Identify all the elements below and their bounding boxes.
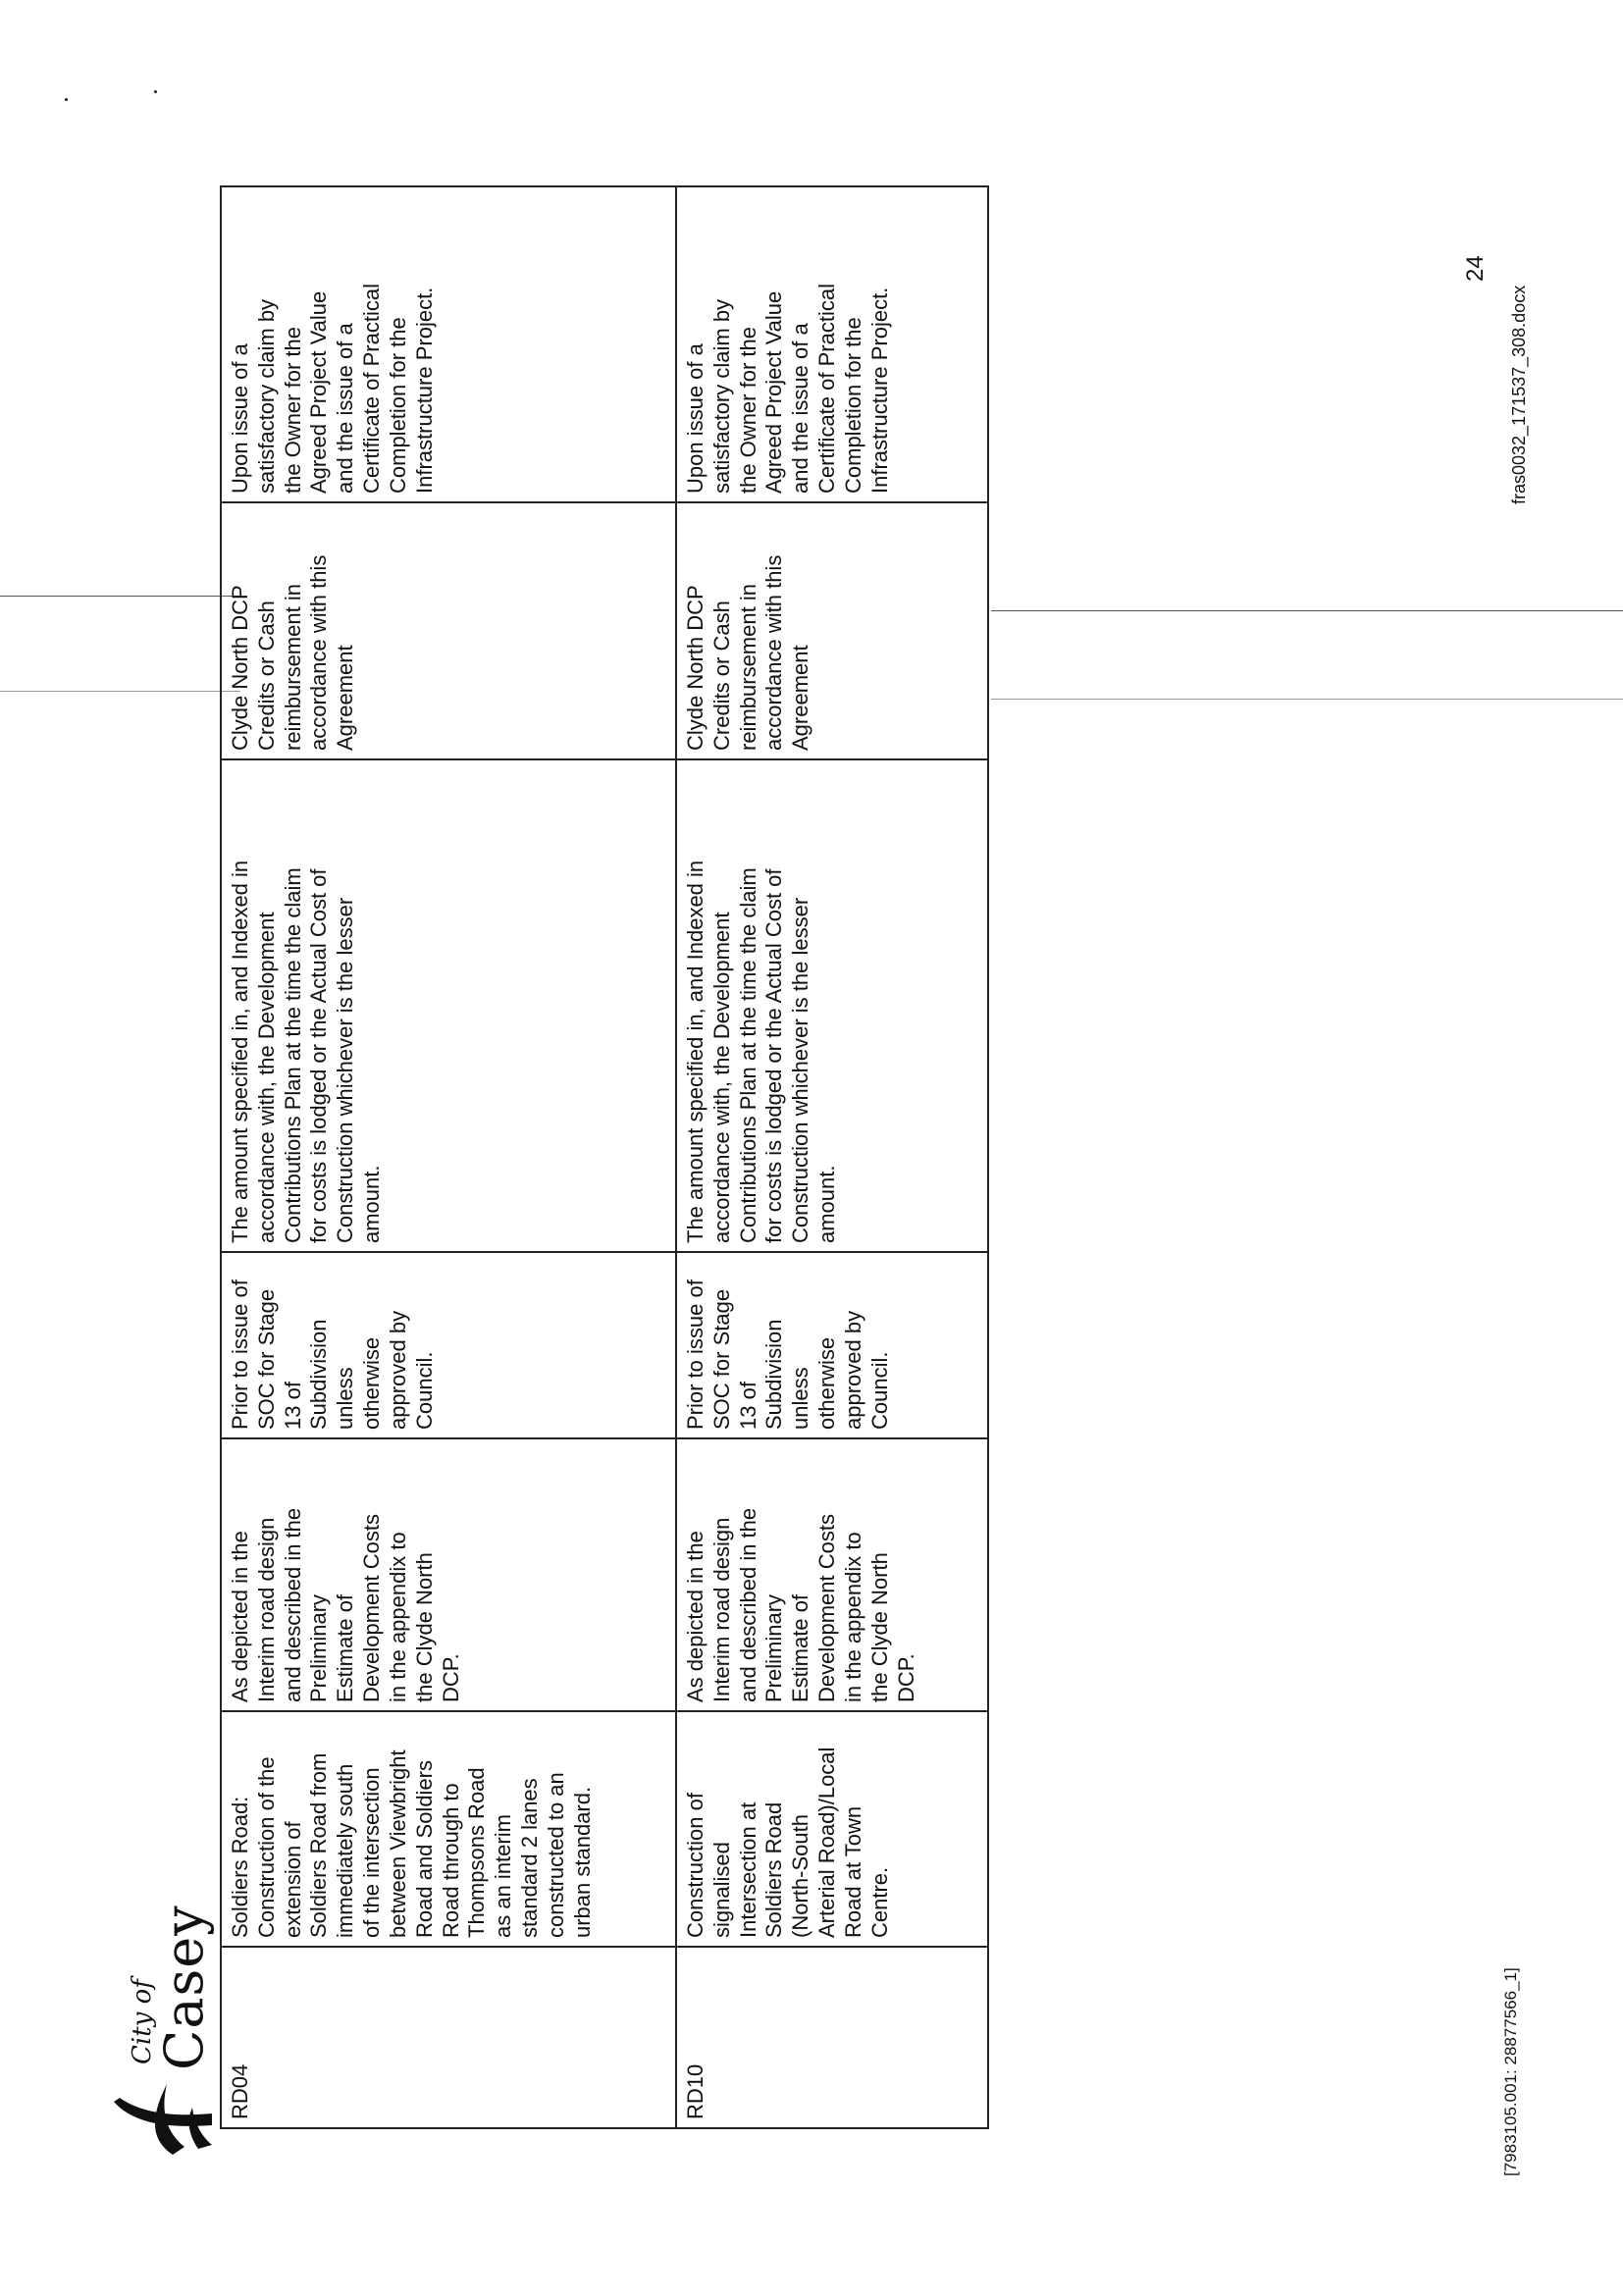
timing-cell: Prior to issue of SOC for Stage 13 of Subdivision unless otherwise approved by Council.	[676, 1252, 988, 1438]
description-cell: As depicted in the Interim road design and described in the Preliminary Estimate of Development Costs in the appendix to the Clyde North DCP.	[676, 1438, 988, 1711]
project-id-cell: RD04	[221, 1947, 676, 2128]
logo-casey-text: Casey	[153, 1905, 215, 2070]
city-of-casey-logo	[110, 1864, 218, 2159]
file-reference: fras0032_171537_308.docx	[1509, 285, 1529, 504]
page-number: 24	[1462, 255, 1489, 282]
logo-city-of-text: City of	[128, 1979, 157, 2064]
project-id-cell: RD10	[676, 1947, 988, 2128]
payment-cell: Upon issue of a satisfactory claim by the Owner for the Agreed Project Value and the issue of a Certificate of Practical Completion for the Infrastructure Project.	[221, 186, 676, 502]
value-cell: The amount specified in, and Indexed in accordance with, the Development Contributions Plan at the time the claim for costs is lodged or the Actual Cost of Construction whichever is the lesser amount.	[676, 759, 988, 1252]
table-row	[676, 186, 988, 2128]
document-reference: [7983105.001: 28877566_1]	[1501, 1967, 1520, 2176]
project-cell: Construction of signalised Intersection at Soldiers Road (North-South Arterial Road)/Local Road at Town Centre.	[676, 1711, 988, 1947]
timing-cell: Prior to issue of SOC for Stage 13 of Subdivision unless otherwise approved by Council.	[221, 1252, 676, 1438]
description-cell: As depicted in the Interim road design and described in the Preliminary Estimate of Development Costs in the appendix to the Clyde North DCP.	[221, 1438, 676, 1711]
method-cell: Clyde North DCP Credits or Cash reimbursement in accordance with this Agreement	[221, 502, 676, 759]
value-cell: The amount specified in, and Indexed in accordance with, the Development Contributions Plan at the time the claim for costs is lodged or the Actual Cost of Construction whichever is the lesser amount.	[221, 759, 676, 1252]
method-cell: Clyde North DCP Credits or Cash reimbursement in accordance with this Agreement	[676, 502, 988, 759]
project-cell: Soldiers Road: Construction of the extension of Soldiers Road from immediately south of the intersection between Viewbright Road and Soldiers Road through to Thompsons Road as an interim standard 2 lanes constructed to an urban standard.	[221, 1711, 676, 1947]
logo-swoosh-icon	[110, 2080, 218, 2159]
infrastructure-table	[220, 185, 989, 2129]
payment-cell: Upon issue of a satisfactory claim by the Owner for the Agreed Project Value and the issue of a Certificate of Practical Completion for the Infrastructure Project.	[676, 186, 988, 502]
table-row	[221, 186, 676, 2128]
